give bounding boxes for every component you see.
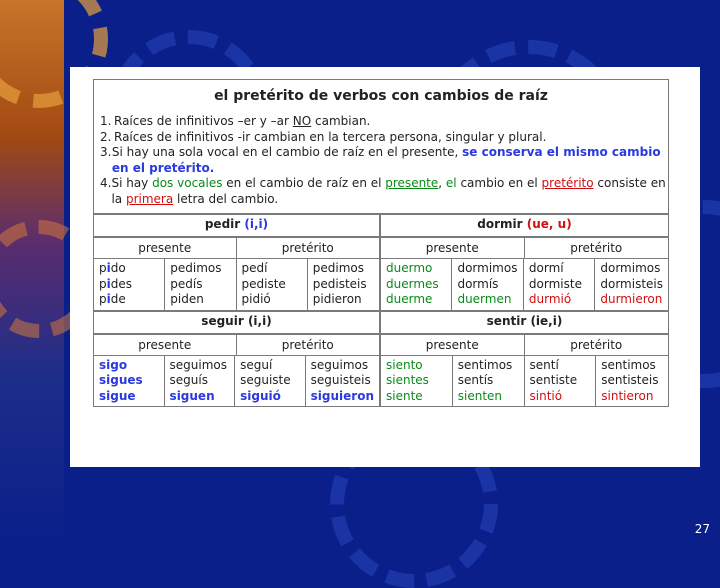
rule-item: 1. Raíces de infinitivos –er y –ar NO cambian. [100,114,371,128]
preterite-singular: dormí dormiste durmió [524,259,595,310]
content-panel [70,67,700,467]
present-singular: pido pides pide [94,259,165,310]
preterite-singular: pedí pediste pidió [237,259,308,310]
conjugation-row-1 [94,213,668,310]
rule-item: 3. Si hay una sola vocal en el cambio de raíz en el presente, se conserva el mismo cambio en el pretérito. [100,145,661,175]
present-plural: dormimos dormís duermen [452,259,523,310]
present-plural: seguimos seguís siguen [165,356,236,407]
conjugation-forms [381,356,668,407]
preterite-plural: sentimos sentisteis sintieron [601,357,659,403]
preterite-plural: pedimos pedisteis pidieron [312,261,367,306]
verb-block-seguir [94,312,381,407]
verb-block-dormir [381,215,668,310]
tense-headers: presente pretérito [94,335,379,356]
slide-number: 27 [694,522,710,536]
rule-item: 2. Raíces de infinitivos -ir cambian en la tercera persona, singular y plural. [100,129,547,144]
conjugation-forms [381,259,668,310]
preterite-plural: seguimos seguisteis siguieron [310,357,374,403]
verb-heading: pedir (i,i) [94,215,379,238]
verb-heading: dormir (ue, u) [381,215,668,238]
verb-chart [93,79,669,407]
rule-item: 4. Si hay dos vocales en el cambio de raíz en el presente, el cambio en el pretérito consiste en la primera letra del cambio. [100,176,666,206]
verb-heading: sentir (ie,i) [381,312,668,335]
preterite-singular: sentí sentiste sintió [525,356,597,407]
conjugation-forms [94,356,379,407]
present-singular: duermo duermes duerme [381,259,452,310]
tense-headers: presente pretérito [381,335,668,356]
preterite-plural: dormimos dormisteis durmieron [600,261,663,306]
tense-headers: presente pretérito [94,238,379,259]
verb-heading: seguir (i,i) [94,312,379,335]
present-singular: sigo sigues sigue [94,356,165,407]
chart-title: el pretérito de verbos con cambios de raíz [214,88,548,104]
present-plural: sentimos sentís sienten [453,356,525,407]
conjugation-row-2 [94,310,668,407]
conjugation-forms [94,259,379,310]
tense-headers: presente pretérito [381,238,668,259]
present-plural: pedimos pedís piden [165,259,236,310]
verb-block-pedir [94,215,381,310]
rules-list [94,114,668,213]
present-singular: siento sientes siente [381,356,453,407]
verb-block-sentir [381,312,668,407]
preterite-singular: seguí seguiste siguió [235,356,306,407]
